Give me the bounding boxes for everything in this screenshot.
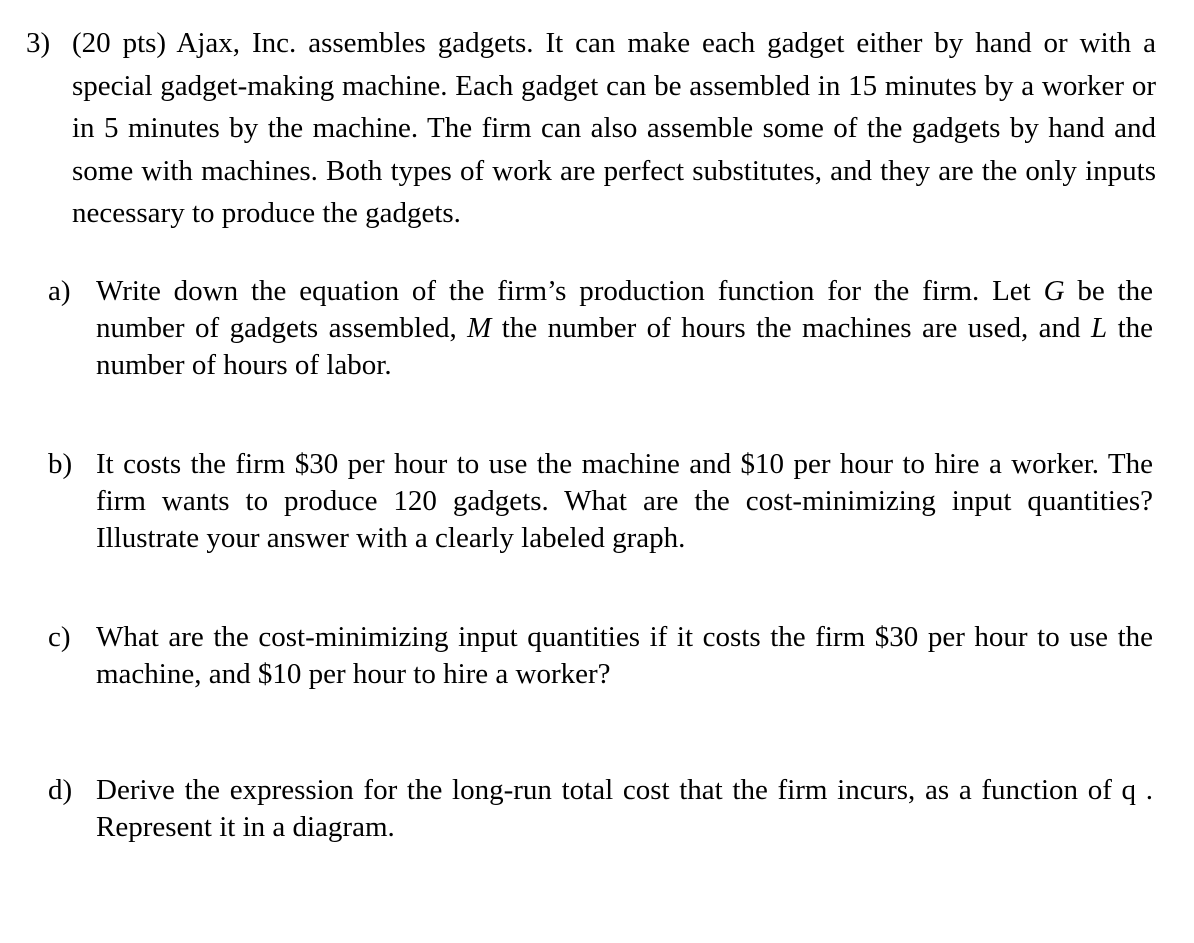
part-a-label: a)	[48, 275, 71, 307]
variable-m: M	[467, 312, 492, 344]
variable-l: L	[1090, 312, 1108, 344]
part-c-text: What are the cost-minimizing input quantities if it costs the firm $30 per hour to use the machine, and $10 per hour to hire a worker?	[96, 621, 1153, 690]
part-a-text-2: be the number of gadgets assembled,	[96, 275, 1153, 344]
part-b	[48, 446, 1153, 557]
part-d-text: Derive the expression for the long-run total cost that the firm incurs, as a function of q . Represent it in a diagram.	[96, 774, 1153, 843]
part-c-label: c)	[48, 621, 71, 653]
question-3	[26, 22, 1156, 235]
part-a-text-3: the number of hours the machines are used, and	[491, 312, 1091, 344]
part-d-label: d)	[48, 774, 73, 806]
part-d	[48, 772, 1153, 846]
question-text: (20 pts) Ajax, Inc. assembles gadgets. It can make each gadget either by hand or with a special gadget-making machine. Each gadget can be assembled in 15 minutes by a worker or in 5 minutes by the machine. The firm can also assemble some of the gadgets by hand and some with machines. Both types of work are perfect substitutes, and they are the only inputs necessary to produce the gadgets.	[72, 27, 1156, 229]
part-a-text	[96, 273, 1153, 384]
part-c	[48, 619, 1153, 693]
question-number: 3)	[26, 27, 51, 59]
part-a-text-1: Write down the equation of the firm’s production function for the firm. Let	[96, 275, 1044, 307]
part-b-text: It costs the firm $30 per hour to use the machine and $10 per hour to hire a worker. The firm wants to produce 120 gadgets. What are the cost-minimizing input quantities? Illustrate your answer with a clearly labeled graph.	[96, 448, 1153, 554]
variable-g: G	[1043, 275, 1065, 307]
part-a	[48, 273, 1153, 384]
part-b-label: b)	[48, 448, 73, 480]
question-row	[26, 22, 1156, 235]
part-a-text-4: the number of hours of labor.	[96, 312, 1153, 381]
